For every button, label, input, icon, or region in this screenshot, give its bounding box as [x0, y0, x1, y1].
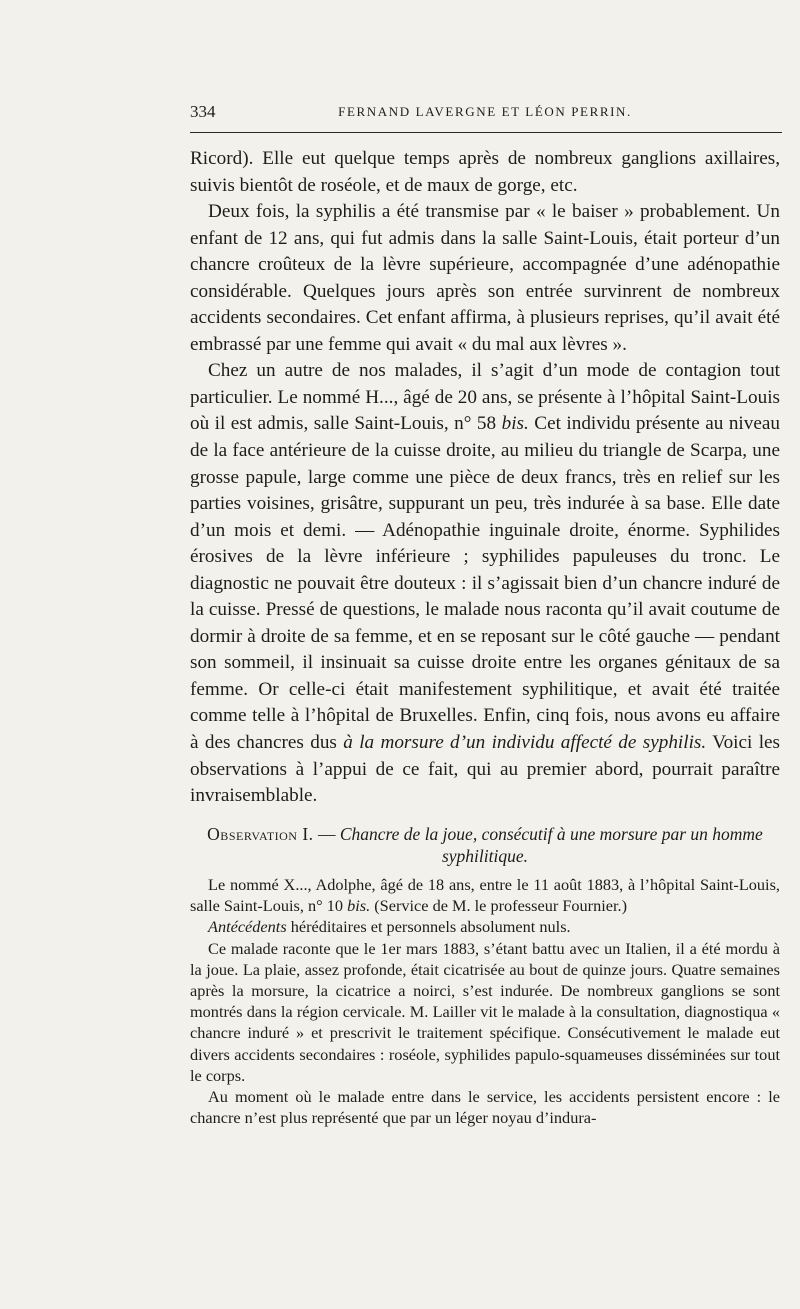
observation-paragraph-2-text: héréditaires et personnels absolument nuls. — [286, 917, 571, 937]
paragraph-1: Ricord). Elle eut quelque temps après de nombreux ganglions axillaires, suivis bientôt de roséole, et de maux de gorge, etc. — [190, 148, 780, 196]
observation-paragraph-1-text-b: (Service de M. le professeur Fournier.) — [370, 896, 627, 916]
observation-heading — [190, 823, 780, 867]
observation-paragraph-1-italic: bis. — [347, 896, 371, 916]
paragraph-3-italic-bis: bis. — [501, 413, 529, 435]
observation-paragraph-2 — [190, 916, 780, 937]
observation-title: Chancre de la joue, consécutif à une morsure par un homme syphilitique. — [339, 824, 763, 866]
page-number: 334 — [190, 102, 216, 121]
paragraph-3-italic-morsure: à la morsure d’un individu affecté de syphilis. — [343, 732, 707, 754]
observation-antecedents-label: Antécédents — [208, 917, 287, 937]
observation-label: Observation I. — [207, 824, 314, 844]
header-rule — [190, 132, 782, 133]
observation-paragraph-1 — [190, 874, 780, 916]
page-header — [190, 102, 780, 126]
observation-paragraph-4: Au moment où le malade entre dans le service, les accidents persistent encore : le chancre n’est plus représenté que par un léger noyau d’indura- — [190, 1087, 780, 1128]
paragraph-3-text-a: Chez un autre de nos malades, il s’agit d’un mode de contagion tout particulier. Le nommé H..., âgé de 20 ans, se présente à l’hôpital Saint-Louis où il est admis, salle Saint-Louis, n° 58 — [190, 360, 780, 435]
paragraph-3-text-c: Voici les observations à l’appui de ce fait, qui au premier abord, pourrait paraître invraisemblable. — [190, 732, 781, 807]
observation-paragraph-1-text-a: Le nommé X..., Adolphe, âgé de 18 ans, entre le 11 août 1883, à l’hôpital Saint-Louis, salle Saint-Louis, n° 10 — [190, 875, 780, 916]
paragraph-2: Deux fois, la syphilis a été transmise par « le baiser » probablement. Un enfant de 12 ans, qui fut admis dans la salle Saint-Louis, était porteur d’un chancre croûteux de la lèvre supérieure, accompagnée d’une adénopathie considérable. Quelques jours après son entrée survinrent de nombreux accidents secondaires. Cet enfant affirma, à plusieurs reprises, qu’il avait été embrassé par une femme qui avait « du mal aux lèvres ». — [190, 201, 780, 355]
observation-body — [190, 874, 780, 1128]
main-text — [190, 146, 780, 810]
paragraph-3 — [190, 358, 780, 809]
observation-dash: — — [313, 824, 340, 844]
paragraph-3-text-b: Cet individu présente au niveau de la face antérieure de la cuisse droite, au milieu du triangle de Scarpa, une grosse papule, large comme une pièce de deux francs, très en relief sur les parties voisines, grisâtre, suppurant un peu, très indurée à sa base. Elle date d’un mois et demi. — Adénopathie inguinale droite, énorme. Syphilides érosives de la lèvre inférieure ; syphilides papuleuses du tronc. Le diagnostic ne pouvait être douteux : il s’agissait bien d’un chancre induré de la cuisse. Pressé de questions, le malade nous raconta qu’il avait coutume de dormir à droite de sa femme, et en se reposant sur le côté gauche — pendant son sommeil, il insinuait sa cuisse droite entre les organes génitaux de sa femme. Or celle-ci était manifestement syphilitique, et avait été traitée comme telle à l’hôpital de Bruxelles. Enfin, cinq fois, nous avons eu affaire à des chancres dus — [190, 413, 780, 754]
observation-paragraph-3: Ce malade raconte que le 1er mars 1883, s’étant battu avec un Italien, il a été mordu à la joue. La plaie, assez profonde, était cicatrisée au bout de quinze jours. Quatre semaines après la morsure, la cicatrice a noirci, s’est indurée. De nombreux ganglions se sont montrés dans la région cervicale. M. Lailler vit le malade à la consultation, diagnostiqua « chancre induré » et prescrivit le traitement spécifique. Consécutivement le malade eut divers accidents secondaires : roséole, syphilides papulo-squameuses disséminées sur tout le corps. — [190, 938, 780, 1085]
running-title: FERNAND LAVERGNE ET LÉON PERRIN. — [338, 104, 632, 119]
